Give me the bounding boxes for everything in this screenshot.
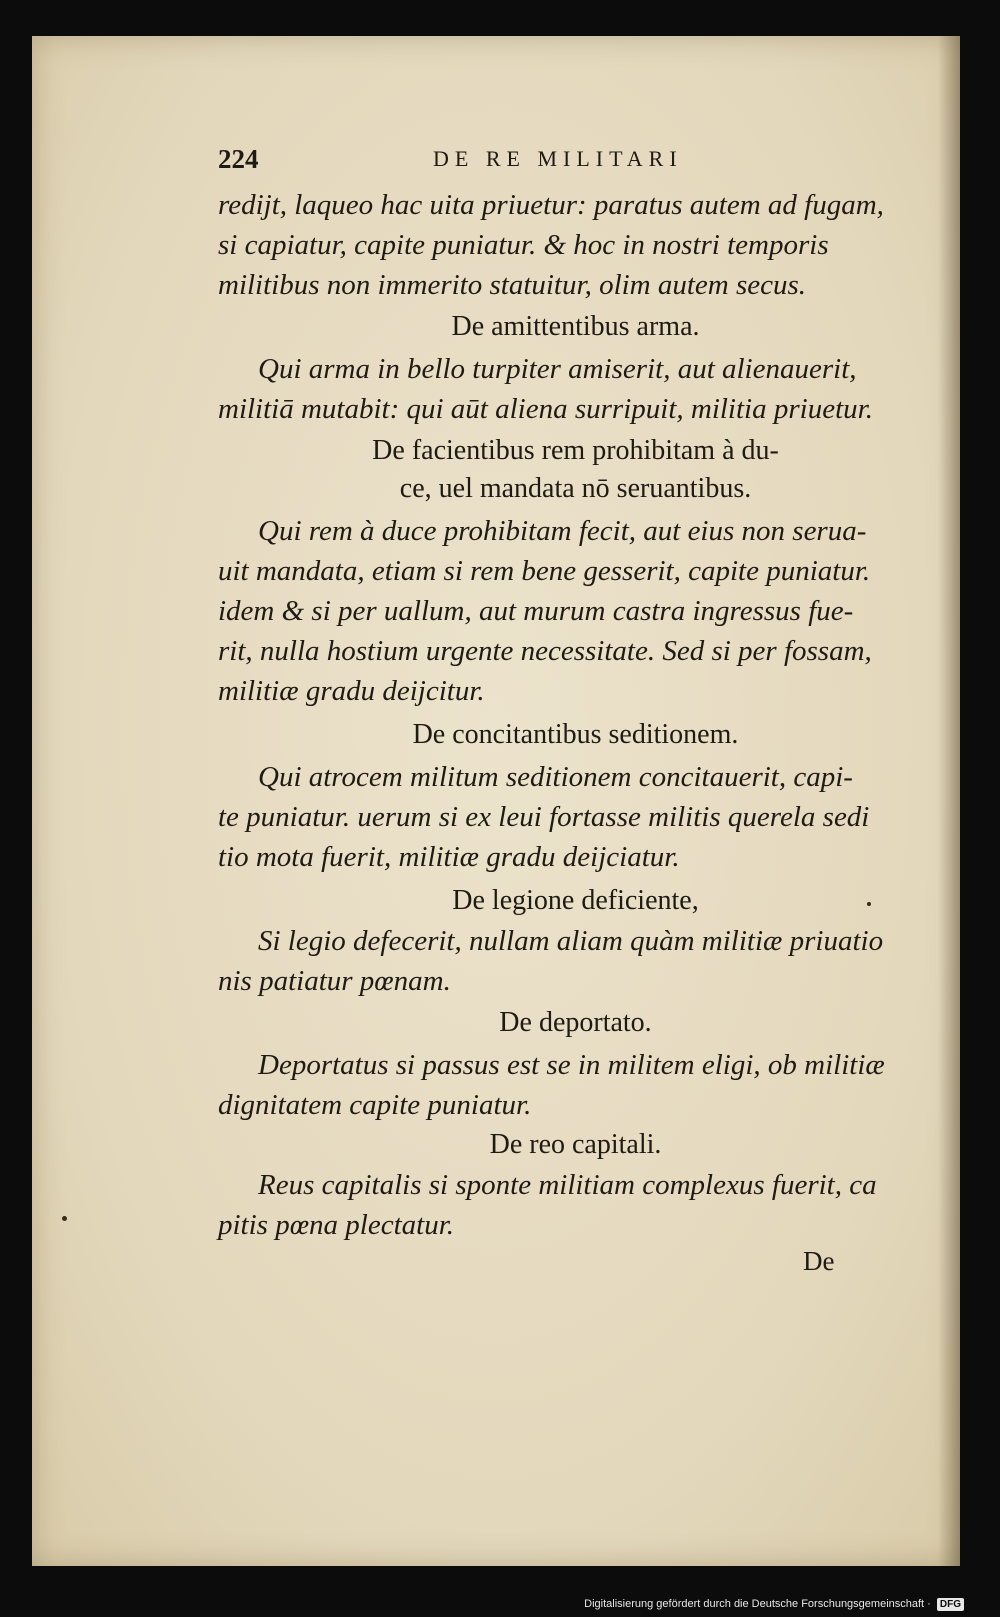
text-line: redijt, laqueo hac uita priuetur: paratus autem ad fugam,	[218, 189, 884, 221]
page-number: 224	[218, 144, 259, 174]
text-line: te puniatur. uerum si ex leui fortasse militis querela sedi	[218, 801, 870, 833]
text-line: tio mota fuerit, militiæ gradu deijciatur.	[218, 841, 680, 873]
text-line: Qui rem à duce prohibitam fecit, aut eius non serua-	[258, 515, 867, 547]
footer-credit: Digitalisierung gefördert durch die Deutsche Forschungsgemeinschaft · DFG	[584, 1598, 964, 1611]
book-page	[32, 36, 960, 1566]
text-line: nis patiatur pœnam.	[218, 965, 451, 997]
text-line: militiā mutabit: qui aūt aliena surripuit, militia priuetur.	[218, 393, 873, 425]
text-line: dignitatem capite puniatur.	[218, 1089, 532, 1121]
footer-bar	[0, 1585, 1000, 1617]
running-title: DE RE MILITARI	[433, 146, 683, 171]
text-line: idem & si per uallum, aut murum castra ingressus fue-	[218, 595, 854, 627]
text-line: pitis pœna plectatur.	[218, 1209, 455, 1241]
footer-text: Digitalisierung gefördert durch die Deutsche Forschungsgemeinschaft	[584, 1598, 925, 1610]
text-line: uit mandata, etiam si rem bene gesserit, capite puniatur.	[218, 555, 871, 587]
text-line: Deportatus si passus est se in militem eligi, ob militiæ	[258, 1049, 885, 1081]
text-line: rit, nulla hostium urgente necessitate. Sed si per fossam,	[218, 635, 872, 667]
text-line: militiæ gradu deijcitur.	[218, 675, 485, 707]
page-gutter-shadow	[938, 36, 960, 1566]
text-line: Qui atrocem militum seditionem concitauerit, capi-	[258, 761, 853, 793]
text-line: militibus non immerito statuitur, olim autem secus.	[218, 269, 807, 301]
text-line: si capiatur, capite puniatur. & hoc in nostri temporis	[218, 229, 829, 261]
section-heading: De legione deficiente,	[452, 885, 699, 916]
catchword: De	[803, 1246, 835, 1276]
section-heading: ce, uel mandata nō seruantibus.	[399, 473, 752, 504]
paper-speck	[62, 1216, 67, 1221]
page-header	[218, 144, 933, 184]
section-heading: De amittentibus arma.	[451, 311, 700, 342]
text-line: Si legio defecerit, nullam aliam quàm militiæ priuatio	[258, 925, 884, 957]
section-heading: De reo capitali.	[489, 1129, 662, 1160]
text-line: Qui arma in bello turpiter amiserit, aut alienauerit,	[258, 353, 857, 385]
section-heading: De concitantibus seditionem.	[412, 719, 739, 750]
section-heading: De facientibus rem prohibitam à du-	[372, 435, 779, 466]
text-line: Reus capitalis si sponte militiam complexus fuerit, ca	[258, 1169, 877, 1201]
section-heading: De deportato.	[499, 1007, 652, 1038]
dfg-logo-icon: DFG	[937, 1598, 964, 1611]
